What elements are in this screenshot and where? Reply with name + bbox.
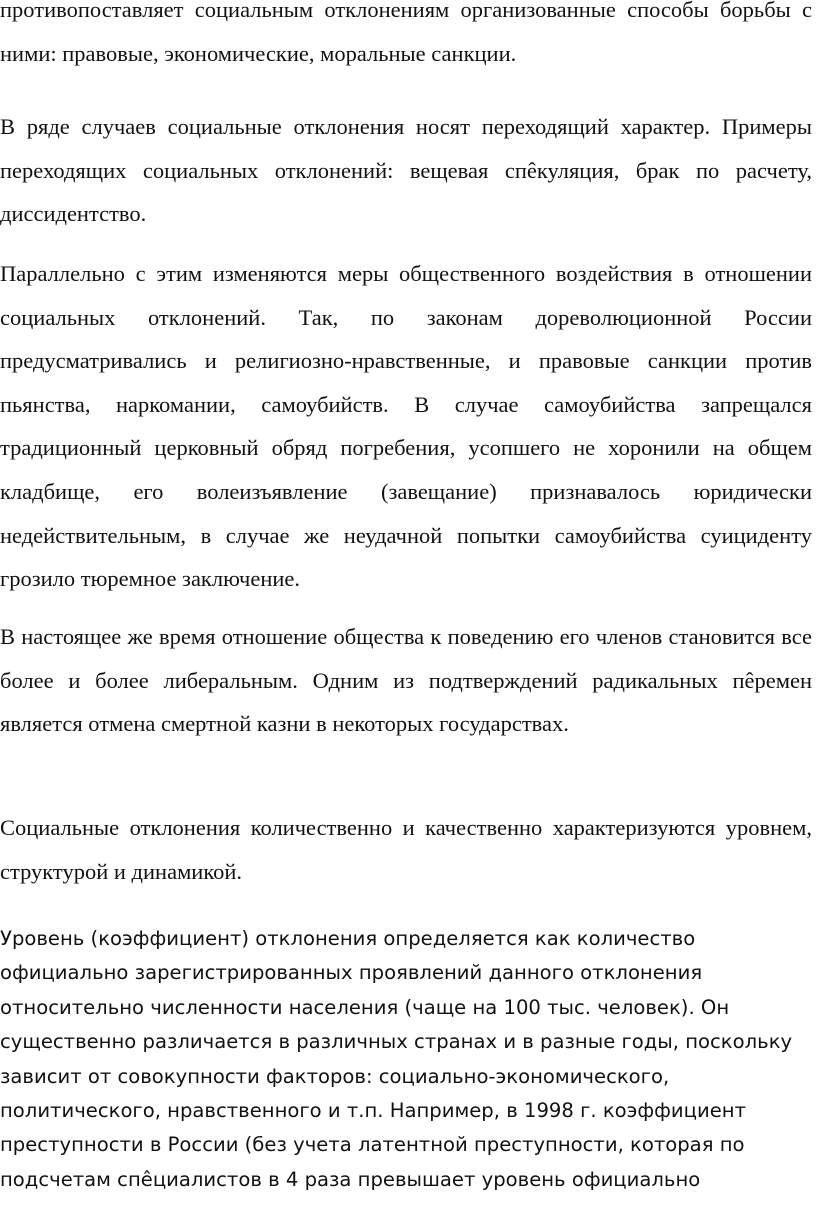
paragraph-deviation-level: Уровень (коэффициент) отклонения определяется как количество официально зарегистрированных проявлений данного отклонения относительно численности населения (чаще на 100 тыс. человек). Он существенно различается в различных странах и в разные годы, поскольку зависит от совокупности факторов: социально-экономического, политического, нравственного и т.п. Например, в 1998 г. коэффициент преступности в России (без учета латентной преступности, которая по подсчетам спêциалистов в 4 раза превышает уровень официально [0,927,793,1191]
paragraph-liberal-attitude: В настоящее же время отношение общества к поведению его членов становится все более и более либеральным. Одним из подтверждений радикальных пêремен является отмена смертной казни в некоторых государствах. [0,624,812,737]
paragraph-sanctions: противопоставляет социальным отклонениям организованные способы борьбы с ними: правовые, экономические, моральные санкции. [0,0,812,66]
paragraph-transitional-deviations: В ряде случаев социальные отклонения носят переходящий характер. Примеры переходящих социальных отклонений: вещевая спêкуляция, брак по расчету, диссидентство. [0,114,812,227]
paragraph-pre-revolutionary-sanctions: Параллельно с этим изменяются меры общественного воздействия в отношении социальных отклонений. Так, по законам дореволюционной России предусматривались и религиозно-нравственные, и правовые санкции против пьянства, наркомании, самоубийств. В случае самоубийства запрещался традиционный церковный обряд погребения, усопшего не хоронили на общем кладбище, его волеизъявление (завещание) признавалось юридически недействительным, в случае же неудачной попытки самоубийства суициденту грозило тюремное заключение. [0,261,812,592]
paragraph-characteristics: Социальные отклонения количественно и качественно характеризуются уровнем, структурой и динамикой. [0,815,812,884]
